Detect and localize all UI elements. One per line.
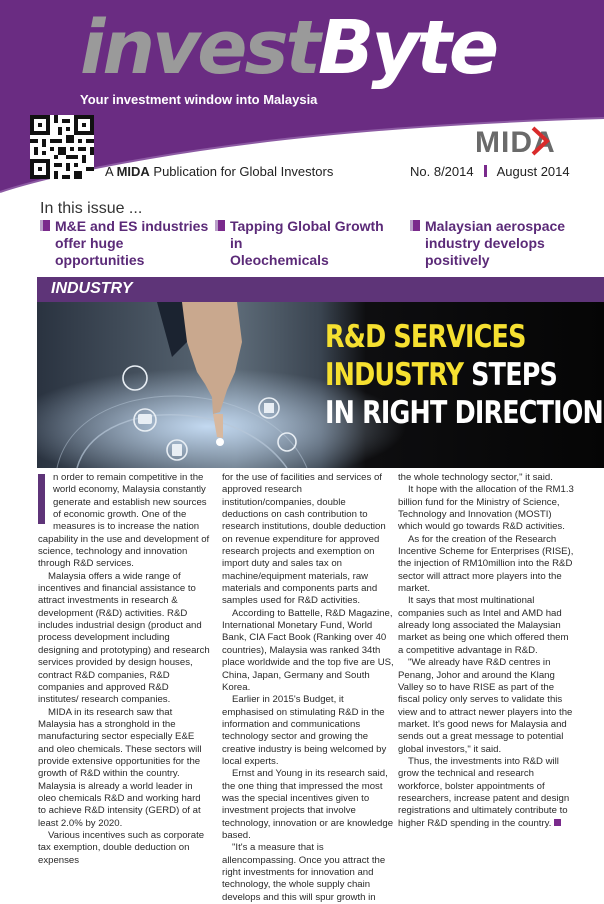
article-paragraph <box>398 756 576 830</box>
article-paragraph: Various incentives such as corporate tax exemption, double deduction on expenses <box>38 829 205 866</box>
article-paragraph: the whole technology sector," it said. <box>398 472 553 483</box>
issue-link-line: positively <box>425 252 490 268</box>
publication-brand: MIDA <box>116 164 150 179</box>
issue-link-line: industry develops <box>425 235 545 251</box>
article-column-1 <box>38 472 210 867</box>
article-paragraph: According to Battelle, R&D Magazine, International Monetary Fund, World Bank, CIA Fact Book (Ranking over 40 countries), Malaysia was ranked 34th place worldwide and the top five are US, China, Japan, Germany and South Korea. <box>222 607 394 693</box>
issue-link-aerospace[interactable] <box>410 218 580 269</box>
article-paragraph: Earlier in 2015's Budget, it emphasised on stimulating R&D in the information and communications technology sector and growing the creative industry is being welcomed by local experts. <box>222 694 387 767</box>
issue-link-line: Oleochemicals <box>230 252 329 268</box>
article-paragraph: It says that most multinational companies such as Intel and AMD had already long associated the Malaysian market as being one which offered them a competitive advantage in R&D. <box>398 595 569 656</box>
section-label: INDUSTRY <box>51 280 133 297</box>
article-paragraph: It hope with the allocation of the RM1.3 billion fund for the Ministry of Science, Technology and Innovation (MOSTI) which would go towards R&D activities. <box>398 484 574 533</box>
issue-link-line: Tapping Global Growth in <box>230 218 384 251</box>
brand-part-byte: Byte <box>317 5 497 91</box>
article-paragraph <box>38 472 210 571</box>
headline-line-2 <box>325 358 557 392</box>
issue-link-line: M&E and ES industries <box>55 218 209 234</box>
article-paragraph: Malaysia offers a wide range of incentives and financial assistance to attract investments in research & development (R&D) activities. R&D includes industrial design (product and process development including designing and prototyping) and research services provided by design houses, contract R&D companies, R&D companies and approved R&D institutes/ research companies. <box>38 570 210 706</box>
article-paragraph: "It's a measure that is allencompassing. Once you attract the right investments for innovation and technology, the whole supply chain develops and this will spur growth in <box>222 842 386 903</box>
headline-line-1: R&D SERVICES <box>325 319 526 355</box>
section-bar <box>37 277 604 302</box>
article-paragraph: "We already have R&D centres in Penang, Johor and around the Klang Valley so to have RISE as part of the fiscal policy only serves to validate this view and to attract newer players into the market. It's good news for Malaysia and sends out a great message to potential global investors," it said. <box>398 657 573 755</box>
article-paragraph: As for the creation of the Research Incentive Scheme for Enterprises (RISE), the injection of RM10million into the R&D sector will attract more players into the market. <box>398 533 574 595</box>
issue-number: No. 8/2014 <box>410 164 474 179</box>
paragraph-text: Thus, the investments into R&D will grow the technical and research workforce, bolster appointments of researchers, increase patent and design registrations and ultimately contribute to higher R&D spending in the country. <box>398 755 570 829</box>
article-paragraph: for the use of facilities and services of approved research institution/companies, double deductions on cash contribution to research institutions, double deduction on revenue expenditure for approved research projects and exemption on import duty and sales tax on machine/equipment materials, raw materials and components parts and samples used for R&D activities. <box>222 472 386 607</box>
article-column-2 <box>222 472 394 904</box>
issue-link-line: Malaysian aerospace <box>425 218 566 234</box>
article-paragraph: MIDA in its research saw that Malaysia has a stronghold in the manufacturing sector especially E&E and oleo chemicals. These sectors will provide extensive opportunities for the growth of R&D within the country. Malaysia is already a world leader in oleo chemicals R&D and working hard to achieve R&D intensity (GERD) of at least 2.0% by 2020. <box>38 706 202 829</box>
issue-date: August 2014 <box>496 164 570 179</box>
article-column-3 <box>398 472 576 830</box>
issue-separator <box>484 165 487 177</box>
issue-link-line: offer huge opportunities <box>55 235 145 268</box>
hero-banner <box>37 302 604 468</box>
publication-suffix: Publication for Global Investors <box>149 164 334 179</box>
publication-line <box>105 164 333 179</box>
tagline: Your investment window into Malaysia <box>80 92 318 107</box>
paragraph-text: n order to remain competitive in the world economy, Malaysia constantly generate and establish new sources of economic growth. One of the measures is to increase the nation capability in the use and development of science, technology and innovation through R&D services. <box>38 472 210 570</box>
headline-industry: INDUSTRY <box>325 357 464 393</box>
masthead <box>0 0 604 200</box>
headline-steps: STEPS <box>463 357 558 393</box>
bullet-icon <box>410 220 420 231</box>
qr-code-icon[interactable] <box>30 115 94 179</box>
issue-info <box>410 164 570 179</box>
drop-cap-bar <box>38 474 45 524</box>
bullet-icon <box>215 220 225 231</box>
in-this-issue-heading: In this issue ... <box>40 200 143 217</box>
issue-link-oleochemicals[interactable] <box>215 218 395 269</box>
mida-logo-text: MIDA <box>475 126 556 158</box>
publication-prefix: A <box>105 164 117 179</box>
article-paragraph: Ernst and Young in its research said, the one thing that impressed the most was the special incentives given to investment projects that involve technology, innovation or are knowledge based. <box>222 768 394 841</box>
brand-part-invest: invest <box>80 5 318 91</box>
end-mark-icon <box>554 819 561 826</box>
mida-logo <box>475 124 570 158</box>
issue-link-me-es[interactable] <box>40 218 210 269</box>
brand-logo <box>80 5 497 91</box>
bullet-icon <box>40 220 50 231</box>
headline-line-3: IN RIGHT DIRECTION <box>325 395 604 431</box>
